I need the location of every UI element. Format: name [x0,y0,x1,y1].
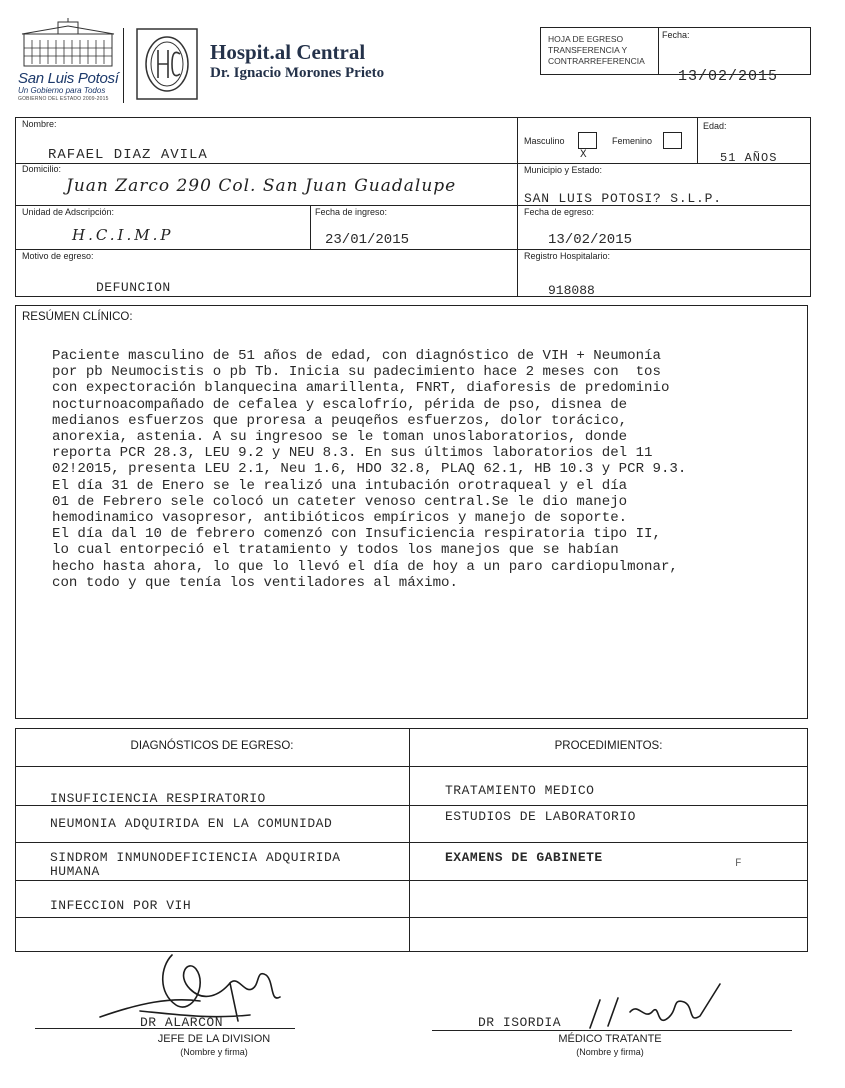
row-line-1 [15,163,811,164]
resumen-line: por pb Neumocistis o pb Tb. Inicia su padecimiento hace 2 meses con tos [52,364,661,381]
resumen-line: 01 de Febrero sele colocó un cateter venoso central.Se le dio manejo [52,493,628,510]
fecha-egreso-label: Fecha de egreso: [524,207,595,217]
attending-physician-name: DR ISORDIA [478,1015,562,1030]
state-building-emblem [18,18,118,70]
resumen-line: El día dal 10 de febrero comenzó con Insuficiencia respiratoria tipo II, [52,526,661,543]
division-chief-name: DR ALARCON [140,1015,224,1030]
resumen-text [52,348,812,591]
fecha-label: Fecha: [662,30,690,40]
col-divider-ingreso [310,205,311,249]
fecha-ingreso-value: 23/01/2015 [325,232,410,248]
nombre-label: Nombre: [22,119,57,129]
procedimiento-item: TRATAMIENTO MEDICO [445,783,595,798]
resumen-line: con todo y que tenía los ventiladores al máximo. [52,574,458,591]
form-type-divider [658,27,659,75]
patient-info-box [15,117,811,297]
procedimientos-header: PROCEDIMIENTOS: [554,740,663,752]
diagnosticos-table [15,728,808,952]
fecha-ingreso-label: Fecha de ingreso: [315,207,388,217]
resumen-line: con expectoración blanquecina amarillenta, FNRT, diaforesis de predominio [52,380,670,397]
division-chief-sub: (Nombre y firma) [180,1047,248,1057]
domicilio-value: Juan Zarco 290 Col. San Juan Guadalupe [66,176,457,196]
table-row-line [15,917,808,918]
procedimiento-item: ESTUDIOS DE LABORATORIO [445,809,636,824]
attending-physician-sub: (Nombre y firma) [576,1047,644,1057]
registro-value: 918088 [548,283,595,298]
hospital-subtitle: Dr. Ignacio Morones Prieto [210,65,385,81]
registro-label: Registro Hospitalario: [524,251,611,261]
masculino-label: Masculino [524,136,565,146]
resumen-line: lo cual entorpeció el tratamiento y todos los manejos que se habían [52,542,619,559]
fecha-value: 13/02/2015 [678,68,779,85]
table-center-divider [409,728,410,952]
row-line-3 [15,249,811,250]
unidad-value: H.C.I.M.P [72,226,174,244]
state-gov-line: GOBIERNO DEL ESTADO 2009-2015 [18,96,109,102]
table-row-line [15,880,808,881]
attending-physician-title: MÉDICO TRATANTE [558,1033,662,1045]
hospital-logo-icon [136,28,198,105]
state-name: San Luis Potosí [18,70,119,87]
fecha-egreso-value: 13/02/2015 [548,232,633,248]
resumen-line: medianos esfuerzos que proresa a peuqeños esfuerzos, dolor torácico, [52,412,628,429]
diagnostico-item: HUMANA [50,864,100,879]
nombre-value: RAFAEL DIAZ AVILA [48,147,208,163]
attending-physician-signature [560,972,730,1042]
motivo-label: Motivo de egreso: [22,251,94,261]
col-divider-right [517,117,518,297]
resumen-line: hemodinamico vasopresor, antibióticos empíricos y manejo de soporte. [52,510,628,527]
municipio-label: Municipio y Estado: [524,165,603,175]
state-logo [18,18,118,70]
masculino-checkbox [578,132,597,149]
unidad-label: Unidad de Adscripción: [22,207,115,217]
table-row-line [15,842,808,843]
col-divider-edad [697,117,698,163]
domicilio-label: Domicilio: [22,164,62,174]
form-type-title: HOJA DE EGRESO TRANSFERENCIA Y CONTRARREFERENCIA [548,34,645,66]
header-divider [123,28,124,103]
diagnostico-item: INFECCION POR VIH [50,898,192,913]
resumen-label: RESÚMEN CLÍNICO: [22,311,133,323]
resumen-line: anorexia, astenia. A su ingresoo se le toman unoslaboratorios, donde [52,429,628,446]
resumen-line: hecho hasta ahora, lo que lo llevó el día de hoy a un paro cardiopulmonar, [52,558,678,575]
resumen-line: El día 31 de Enero se le realizó una intubación orotraqueal y el día [52,477,628,494]
table-header-line [15,766,808,767]
diagnosticos-header: DIAGNÓSTICOS DE EGRESO: [130,740,294,752]
femenino-label: Femenino [612,136,653,146]
hospital-title: Hospit.al Central [210,40,366,64]
resumen-line: nocturnoacompañado de cefalea y escalofrío, périda de pso, disnea de [52,396,628,413]
state-logo-text [18,70,119,102]
motivo-value: DEFUNCION [96,280,171,295]
stray-mark: F [735,858,742,870]
diagnostico-item: NEUMONIA ADQUIRIDA EN LA COMUNIDAD [50,816,333,831]
attending-physician-signature-line [432,1030,792,1031]
division-chief-title: JEFE DE LA DIVISION [157,1033,271,1045]
diagnostico-item: SINDROM INMUNODEFICIENCIA ADQUIRIDA [50,850,341,865]
femenino-checkbox [663,132,682,149]
division-chief-signature-line [35,1028,295,1029]
resumen-line: 02!2015, presenta LEU 2.1, Neu 1.6, HDO 32.8, PLAQ 62.1, HB 10.3 y PCR 9.3. [52,461,687,478]
edad-label: Edad: [703,121,727,131]
procedimiento-item: EXAMENS DE GABINETE [445,850,603,865]
masculino-mark: X [580,149,587,161]
resumen-line: reporta PCR 28.3, LEU 9.2 y NEU 8.3. En sus últimos laboratorios del 11 [52,445,653,462]
edad-value: 51 AÑOS [720,151,778,165]
resumen-line: Paciente masculino de 51 años de edad, con diagnóstico de VIH + Neumonía [52,348,661,364]
diagnostico-item: INSUFICIENCIA RESPIRATORIO [50,791,266,806]
municipio-value: SAN LUIS POTOSI? S.L.P. [524,191,722,206]
state-slogan: Un Gobierno para Todos [18,86,106,95]
